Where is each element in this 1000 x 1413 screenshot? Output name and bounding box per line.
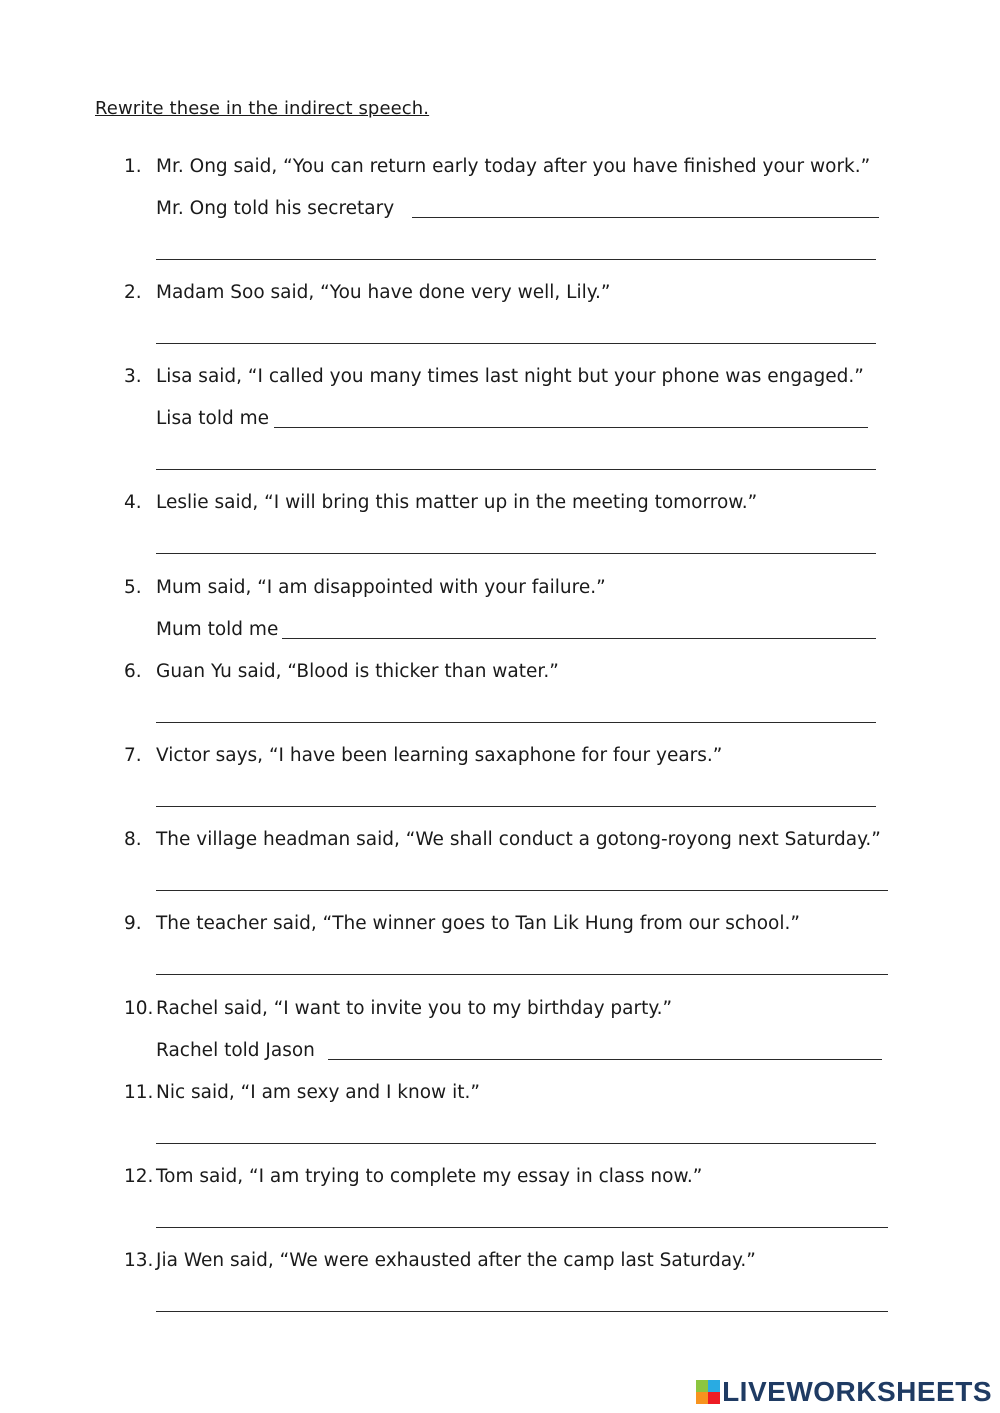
lead-in-10: Rachel told Jason [156,1040,315,1061]
liveworksheets-logo-icon [696,1380,720,1404]
question-number: 9. [124,913,142,934]
instruction-heading: Rewrite these in the indirect speech. [95,98,430,119]
question-text: Rachel said, “I want to invite you to my birthday party.” [156,998,673,1019]
question-number: 2. [124,282,142,303]
question-text: Guan Yu said, “Blood is thicker than water.” [156,661,559,682]
question-text: The teacher said, “The winner goes to Tan Lik Hung from our school.” [156,913,800,934]
question-text: Madam Soo said, “You have done very well, Lily.” [156,282,611,303]
question-number: 12. [124,1166,154,1187]
question-text: Jia Wen said, “We were exhausted after the camp last Saturday.” [156,1250,756,1271]
answer-line-9[interactable] [156,974,888,975]
answer-line-4[interactable] [156,553,876,554]
answer-line-3[interactable] [156,469,876,470]
question-number: 5. [124,577,142,598]
question-text: Nic said, “I am sexy and I know it.” [156,1082,480,1103]
answer-line-13[interactable] [156,1311,888,1312]
question-number: 11. [124,1082,154,1103]
question-number: 4. [124,492,142,513]
answer-field-5[interactable] [282,638,876,639]
question-text: Leslie said, “I will bring this matter up in the meeting tomorrow.” [156,492,758,513]
question-number: 7. [124,745,142,766]
answer-field-3a[interactable] [274,427,868,428]
answer-line-12[interactable] [156,1227,888,1228]
question-number: 10. [124,998,154,1019]
answer-line-11[interactable] [156,1143,876,1144]
lead-in-3: Lisa told me [156,408,270,429]
question-number: 6. [124,661,142,682]
question-number: 8. [124,829,142,850]
answer-field-1a[interactable] [412,217,879,218]
question-text: Lisa said, “I called you many times last night but your phone was engaged.” [156,366,864,387]
answer-line-7[interactable] [156,806,876,807]
answer-line-6[interactable] [156,722,876,723]
question-number: 1. [124,156,142,177]
brand-name: LIVEWORKSHEETS [722,1376,992,1407]
question-text: Victor says, “I have been learning saxaphone for four years.” [156,745,723,766]
question-text: Mr. Ong said, “You can return early today after you have finished your work.” [156,156,871,177]
question-number: 13. [124,1250,154,1271]
answer-line-1[interactable] [156,259,876,260]
question-text: Mum said, “I am disappointed with your failure.” [156,577,606,598]
answer-line-8[interactable] [156,890,888,891]
question-text: The village headman said, “We shall conduct a gotong-royong next Saturday.” [156,829,881,850]
answer-line-2[interactable] [156,343,876,344]
lead-in-1: Mr. Ong told his secretary [156,198,395,219]
answer-field-10[interactable] [328,1059,882,1060]
question-text: Tom said, “I am trying to complete my essay in class now.” [156,1166,703,1187]
question-number: 3. [124,366,142,387]
liveworksheets-branding [696,1377,992,1407]
lead-in-5: Mum told me [156,619,279,640]
